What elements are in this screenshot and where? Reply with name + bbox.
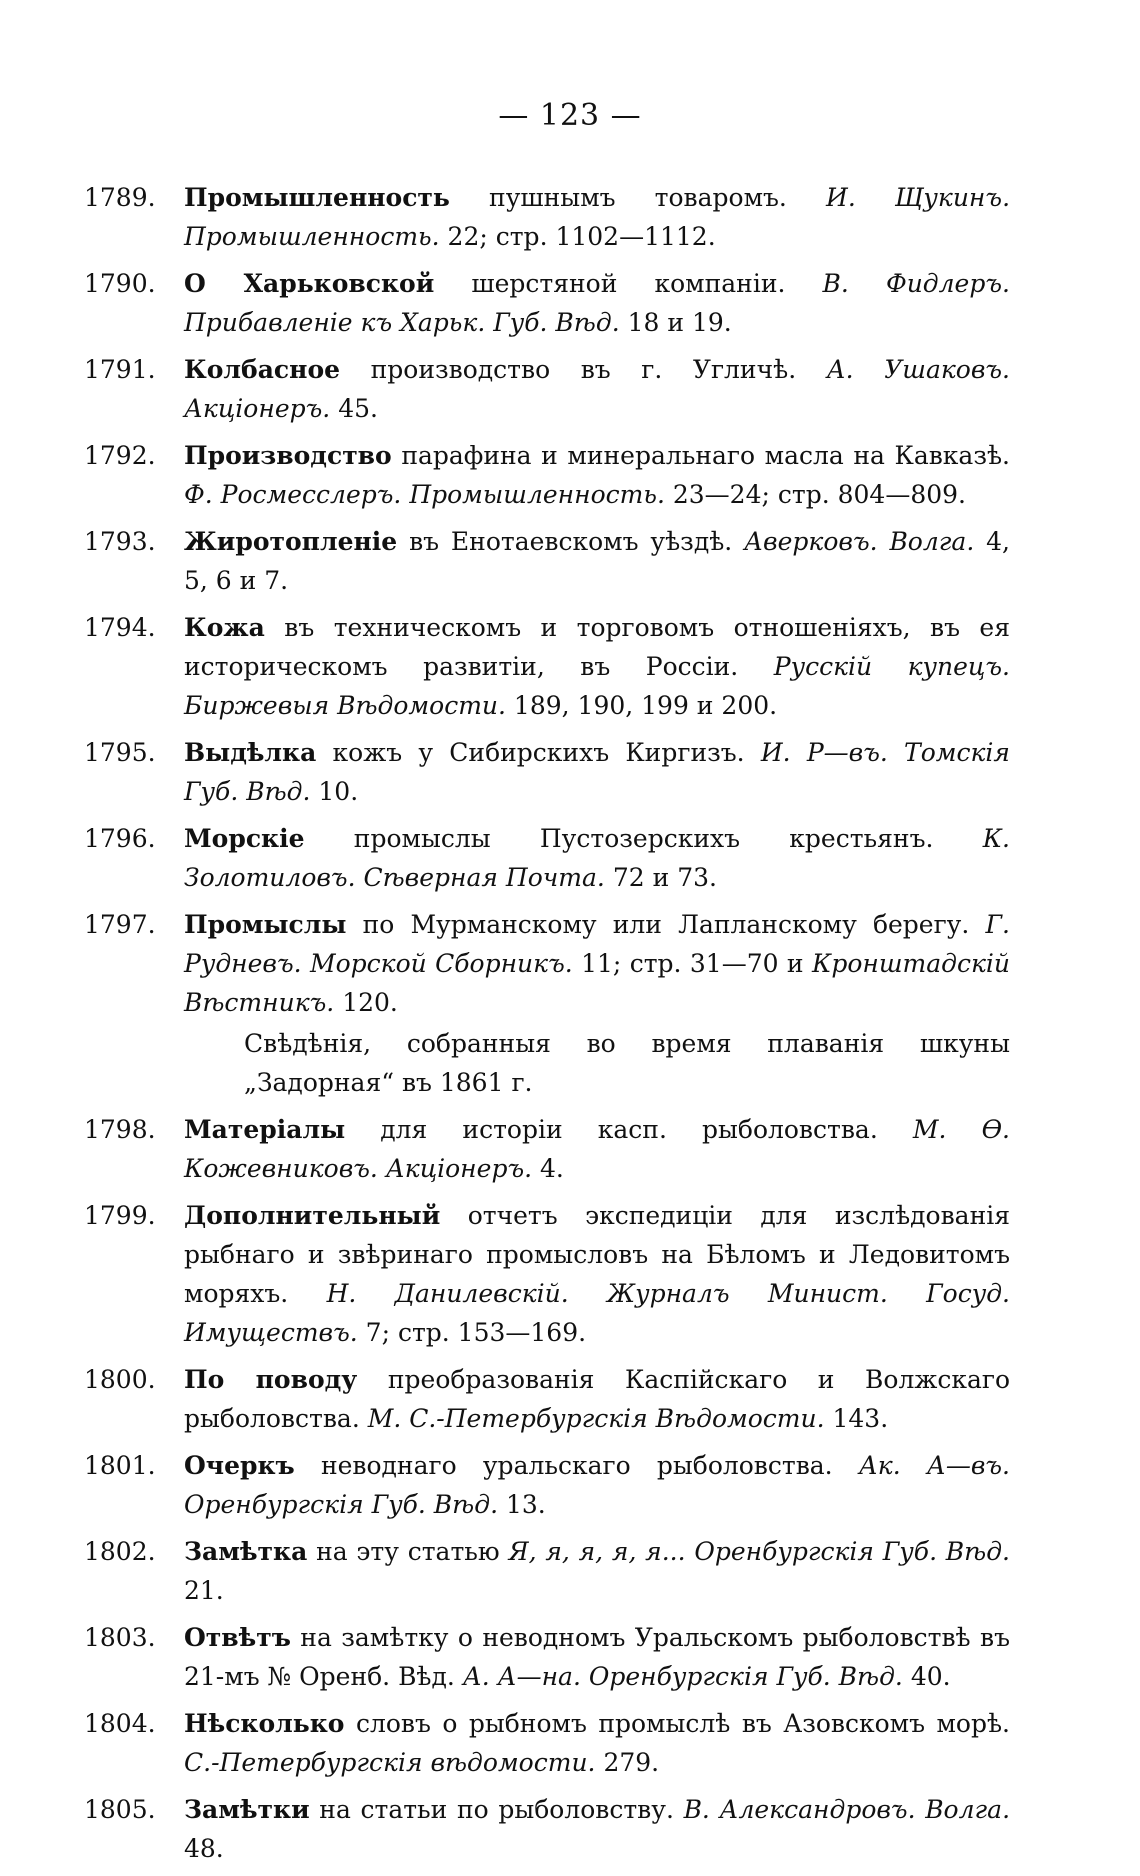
entry-text: преобразованія Каспійскаго и Волжскаго рыболовства. [184,1365,1011,1433]
entry-details: 4, 5, 6 и 7. [184,527,1010,595]
bibliography-entry [84,1110,1010,1188]
entry-source: Оренбургскія Губ. Вѣд. [184,1490,499,1519]
bibliography-entry [84,1790,1010,1868]
entry-author: А. Ушаковъ. [826,355,1011,384]
entry-source: Томскія Губ. Вѣд. [184,738,1010,806]
entry-author: Я, я, я, я, я... [508,1537,686,1566]
entry-text: пушнымъ товаромъ. [489,183,787,212]
entry-author: Г. Рудневъ. [184,910,1010,978]
entry-title: Колбасное [184,355,341,384]
bibliography-entry [84,522,1010,600]
entry-source: Промышленность. [409,480,665,509]
entry-text: производство въ г. Угличѣ. [370,355,797,384]
entry-number: 1796. [84,824,156,853]
entry-title: Производство [184,441,392,470]
entry-text: парафина и минеральнаго масла на Кавказѣ. [401,441,1010,470]
bibliography-entry [84,1196,1010,1352]
entry-details: 22; стр. 1102—1112. [447,222,716,251]
entry-title: Морскіе [184,824,305,853]
entry-details: 11; стр. 31—70 и [581,949,804,978]
entry-title: Промышленность [184,183,450,212]
entry-title: Отвѣтъ [184,1623,291,1652]
entry-details: 21. [184,1576,224,1605]
page-number: — 123 — [498,98,642,133]
entry-number: 1791. [84,355,156,384]
bibliography-entry [84,1446,1010,1524]
entry-title: Нѣсколько [184,1709,345,1738]
entry-source: Журналъ Минист. Госуд. Имуществъ. [184,1279,1011,1347]
entry-details: 4. [540,1154,564,1183]
entry-source: Морской Сборникъ. [310,949,573,978]
bibliography-entry [84,264,1010,342]
entry-number: 1790. [84,269,156,298]
entry-number: 1804. [84,1709,156,1738]
entry-author: М. [367,1404,402,1433]
entry-number: 1803. [84,1623,156,1652]
entry-number: 1802. [84,1537,156,1566]
entry-author: Ак. А—въ. [858,1451,1010,1480]
entry-details: 23—24; стр. 804—809. [672,480,966,509]
entry-details: 18 и 19. [627,308,732,337]
bibliography-entry [84,350,1010,428]
entry-number: 1795. [84,738,156,767]
bibliography-list [84,178,1010,1876]
entry-details: 45. [338,394,378,423]
entry-details: 189, 190, 199 и 200. [513,691,778,720]
entry-source: Оренбургскія Губ. Вѣд. [588,1662,903,1691]
entry-title: Дополнительный [184,1201,441,1230]
entry-number: 1799. [84,1201,156,1230]
entry-author: Аверковъ. [744,527,878,556]
bibliography-entry [84,1360,1010,1438]
entry-title: Матеріалы [184,1115,346,1144]
bibliography-entry [84,1704,1010,1782]
entry-details: 40. [910,1662,951,1691]
entry-text: на эту статью [316,1537,500,1566]
entry-title: По поводу [184,1365,358,1394]
entry-source: Оренбургскія Губ. Вѣд. [694,1537,1011,1566]
entry-details: 13. [505,1490,546,1519]
entry-title: О Харьковской [184,269,435,298]
entry-details: 279. [603,1748,660,1777]
entry-source: С.-Петербургскія вѣдомости. [184,1748,596,1777]
entry-title: Очеркъ [184,1451,295,1480]
entry-source: Волга. [889,527,975,556]
entry-text: словъ о рыбномъ промыслѣ въ Азовскомъ морѣ. [355,1709,1010,1738]
entry-source: Сѣверная Почта. [363,863,605,892]
entry-author: В. Фидлеръ. [822,269,1010,298]
entry-details: 10. [318,777,359,806]
entry-source: Биржевыя Вѣдомости. [184,691,506,720]
entry-source: Промышленность. [184,222,440,251]
entry-text: въ техническомъ и торговомъ отношеніяхъ, въ ея историческомъ развитіи, въ Россіи. [184,613,1010,681]
entry-source: Волга. [925,1795,1011,1824]
entry-number: 1789. [84,183,156,212]
entry-title: Промыслы [184,910,347,939]
entry-details: 72 и 73. [612,863,717,892]
bibliography-entry [84,733,1010,811]
entry-source: Акціонеръ. [385,1154,533,1183]
entry-title: Замѣтка [184,1537,308,1566]
entry-author: Н. Данилевскій. [326,1279,569,1308]
entry-text: въ Енотаевскомъ уѣздѣ. [409,527,733,556]
entry-text: по Мурманскому или Лапланскому берегу. [362,910,970,939]
entry-author: В. Александровъ. [683,1795,916,1824]
entry-title: Замѣтки [184,1795,310,1824]
entry-title: Жиротопленіе [184,527,398,556]
entry-details-secondary: 120. [342,988,398,1017]
entry-text: кожъ у Сибирскихъ Киргизъ. [332,738,745,767]
entry-author: И. Р—въ. [760,738,888,767]
bibliography-entry [84,819,1010,897]
entry-source: Акціонеръ. [184,394,331,423]
entry-source: Прибавленіе къ Харьк. Губ. Вѣд. [184,308,620,337]
entry-author: А. А—на. [462,1662,581,1691]
entry-number: 1794. [84,613,156,642]
entry-text: для исторіи касп. рыболовства. [380,1115,878,1144]
entry-text: промыслы Пустозерскихъ крестьянъ. [353,824,934,853]
entry-number: 1793. [84,527,156,556]
entry-details: 7; стр. 153—169. [365,1318,587,1347]
bibliography-entry [84,436,1010,514]
entry-text: на замѣтку о неводномъ Уральскомъ рыболовствѣ въ 21-мъ № Оренб. Вѣд. [184,1623,1010,1691]
entry-author: М. Ѳ. Кожевниковъ. [184,1115,1011,1183]
bibliography-entry [84,1618,1010,1696]
entry-details: 48. [184,1834,224,1863]
bibliography-entry [84,178,1010,256]
bibliography-entry [84,1532,1010,1610]
entry-author: К. Золотиловъ. [184,824,1010,892]
entry-author: Русскій купецъ. [773,652,1010,681]
entry-number: 1805. [84,1795,156,1824]
entry-text: шерстяной компаніи. [471,269,786,298]
entry-text: на статьи по рыболовству. [319,1795,674,1824]
entry-source: С.-Петербургскія Вѣдомости. [409,1404,825,1433]
entry-source-secondary: Кронштадскій Вѣстникъ. [184,949,1011,1017]
entry-number: 1798. [84,1115,156,1144]
entry-text: отчетъ экспедиціи для изслѣдованія рыбнаго и звѣринаго промысловъ на Бѣломъ и Ледовитомъ моряхъ. [184,1201,1010,1308]
entry-details: 143. [832,1404,889,1433]
bibliography-entry [84,608,1010,725]
entry-title: Кожа [184,613,265,642]
entry-text: неводнаго уральскаго рыболовства. [320,1451,833,1480]
entry-number: 1792. [84,441,156,470]
entry-title: Выдѣлка [184,738,317,767]
entry-number: 1797. [84,910,156,939]
entry-author: Ф. Росмесслеръ. [184,480,402,509]
bibliography-entry [84,905,1010,1102]
entry-note: Свѣдѣнія, собранныя во время плаванія шкуны „Задорная“ въ 1861 г. [244,1029,1010,1097]
entry-number: 1800. [84,1365,156,1394]
entry-author: И. Щукинъ. [826,183,1011,212]
entry-number: 1801. [84,1451,156,1480]
